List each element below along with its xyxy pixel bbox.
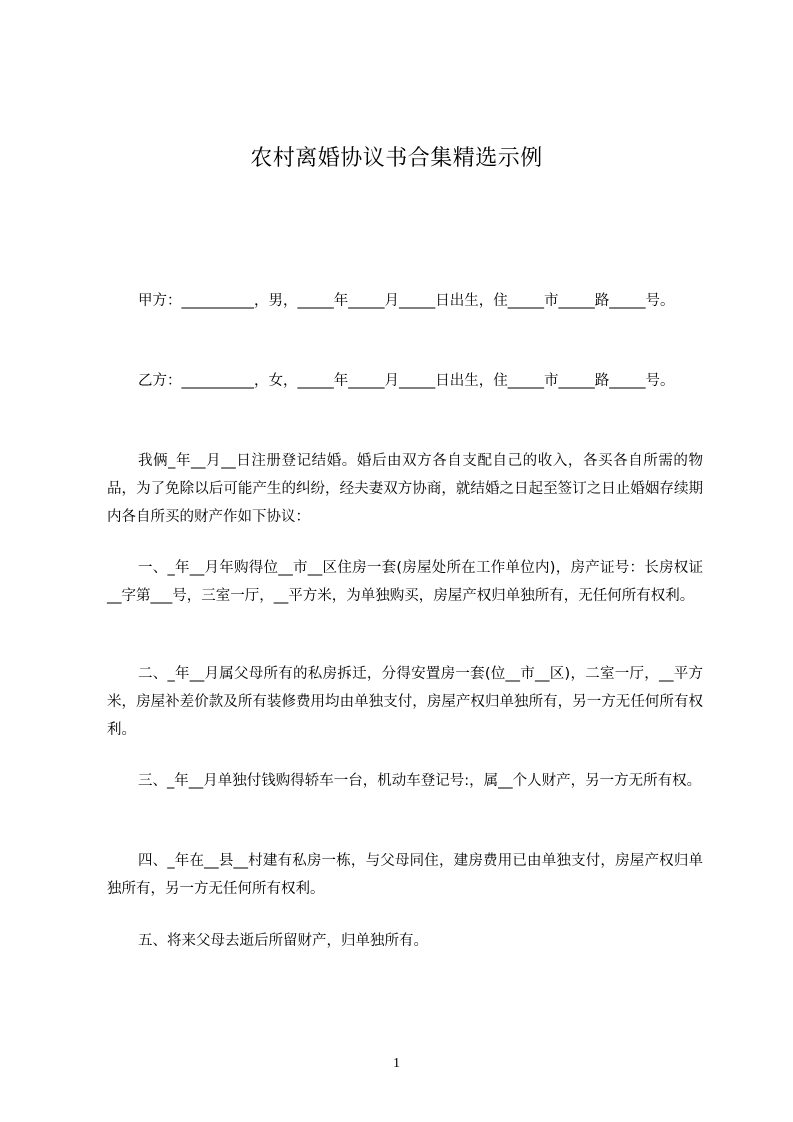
page-number: 1 bbox=[393, 1056, 400, 1071]
clause-3-paragraph: 三、_年__月单独付钱购得轿车一台，机动车登记号:，属__个人财产，另一方无所有权。 bbox=[138, 773, 702, 789]
party-b-paragraph: 乙方：__________，女，_____年_____月_____日出生，住_____市_____路_____号。 bbox=[138, 373, 675, 389]
clause-1-paragraph: 一、_年__月年购得位__市__区住房一套(房屋处所在工作单位内)，房产证号：长房权证__字第___号，三室一厅，__平方米，为单独购买，房屋产权归单独所有，无任何所有权利。 bbox=[107, 560, 703, 604]
party-a-paragraph: 甲方：__________，男，_____年_____月_____日出生，住_____市_____路_____号。 bbox=[138, 293, 675, 309]
clause-2-paragraph: 二、_年__月属父母所有的私房拆迁，分得安置房一套(位__市__区)，二室一厅，__平方米，房屋补差价款及所有装修费用均由单独支付，房屋产权归单独所有，另一方无任何所有权利。 bbox=[107, 666, 703, 738]
document-title: 农村离婚协议书合集精选示例 bbox=[250, 146, 543, 171]
marriage-statement-paragraph: 我俩_年__月__日注册登记结婚。婚后由双方各自支配自己的收入，各买各自所需的物品，为了免除以后可能产生的纠纷，经夫妻双方协商，就结婚之日起至签订之日止婚姻存续期内各自所买的财产作如下协议： bbox=[107, 453, 703, 525]
clause-4-paragraph: 四、_年在__县__村建有私房一栋，与父母同住，建房费用已由单独支付，房屋产权归单独所有，另一方无任何所有权利。 bbox=[107, 853, 703, 897]
clause-5-paragraph: 五、将来父母去逝后所留财产，归单独所有。 bbox=[138, 933, 428, 949]
